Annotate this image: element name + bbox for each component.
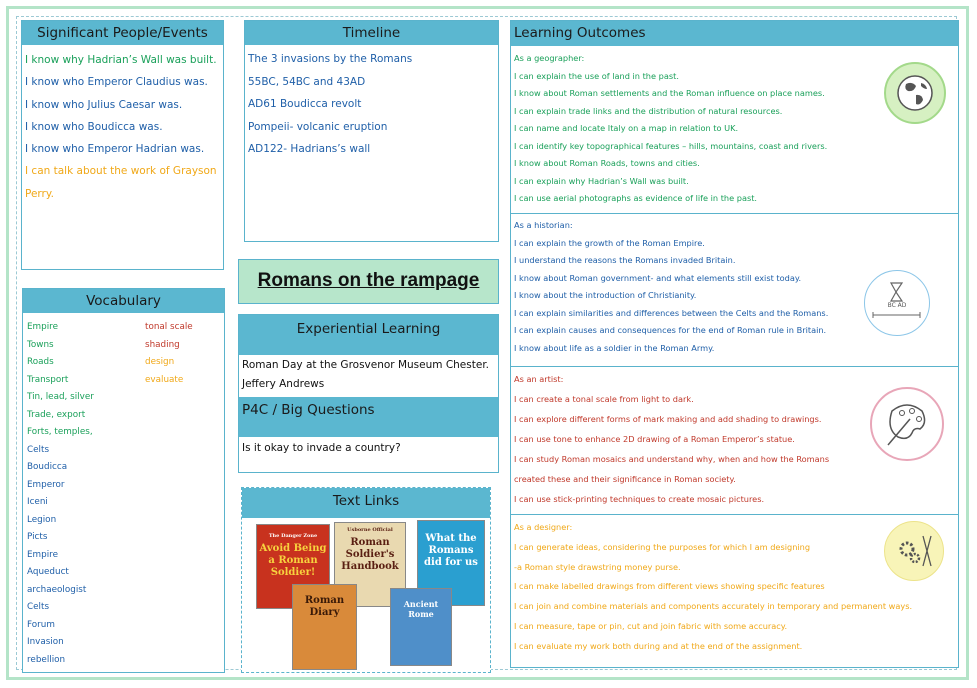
designer-outcome-item: I can join and combine materials and components accurately in temporary and permanent ways. bbox=[514, 601, 913, 612]
vocabulary-word: Roads bbox=[27, 357, 54, 367]
artist-outcome-item: I can study Roman mosaics and understand why, when and how the Romans bbox=[514, 454, 830, 464]
vocabulary-word: Picts bbox=[27, 532, 48, 542]
vocabulary-word: Invasion bbox=[27, 637, 64, 647]
historian-outcome-item: I understand the reasons the Romans invaded Britain. bbox=[514, 255, 736, 265]
vocabulary-word: Celts bbox=[27, 602, 50, 612]
p4c-question: Is it okay to invade a country? bbox=[242, 442, 401, 454]
globe-icon bbox=[884, 62, 946, 124]
artist-outcome-item: I can explore different forms of mark making and add shading to drawings. bbox=[514, 414, 822, 424]
significant-item: I know who Emperor Claudius was. bbox=[25, 76, 208, 89]
timeline-item: 55BC, 54BC and 43AD bbox=[248, 75, 366, 88]
significant-item: I know who Boudicca was. bbox=[25, 120, 163, 133]
experiential-panel bbox=[238, 314, 499, 473]
designer-outcome-item: I can measure, tape or pin, cut and join fabric with some accuracy. bbox=[514, 620, 788, 631]
vocabulary-word: Celts bbox=[27, 444, 50, 455]
palette-icon bbox=[870, 387, 944, 461]
vocabulary-word: rebellion bbox=[27, 654, 66, 665]
geographer-outcome-item: I can use aerial photographs as evidence of life in the past. bbox=[514, 193, 758, 203]
geographer-outcome-item: I can explain the use of land in the past. bbox=[514, 70, 679, 81]
geographer-outcome-item: I know about Roman settlements and the Roman influence on place names. bbox=[514, 88, 825, 98]
significant-item: I know who Emperor Hadrian was. bbox=[25, 143, 205, 156]
vocabulary-word: Emperor bbox=[27, 479, 65, 490]
vocabulary-word: Forts, temples, bbox=[27, 427, 93, 437]
artist-heading: As an artist: bbox=[514, 374, 564, 384]
experiential-title: Experiential Learning bbox=[239, 315, 498, 355]
experiential-line-2: Jeffery Andrews bbox=[242, 378, 325, 390]
vocabulary-word: Towns bbox=[27, 339, 54, 350]
significant-item: Perry. bbox=[25, 187, 54, 200]
significant-item: I can talk about the work of Grayson bbox=[25, 165, 217, 178]
historian-heading: As a historian: bbox=[514, 220, 573, 230]
vocabulary-panel bbox=[22, 288, 225, 673]
significant-item: I know who Julius Caesar was. bbox=[25, 98, 183, 111]
timeline-list bbox=[245, 45, 498, 161]
historian-outcome-item: I can explain causes and consequences for the end of Roman rule in Britain. bbox=[514, 325, 827, 335]
vocabulary-word: Legion bbox=[27, 514, 57, 525]
book-roman-diary[interactable]: Roman Diary bbox=[292, 584, 357, 670]
book-avoid-being-roman-soldier[interactable]: The Danger Zone Avoid Being a Roman Soldier! bbox=[256, 524, 330, 609]
vocabulary-word: Forum bbox=[27, 619, 55, 630]
historian-outcome-item: I know about Roman government- and what elements still exist today. bbox=[514, 272, 802, 283]
designer-outcome-item: I can generate ideas, considering the purposes for which I am designing bbox=[514, 541, 811, 552]
vocabulary-word: Boudicca bbox=[27, 462, 68, 472]
geographer-outcome-item: I can name and locate Italy on a map in relation to UK. bbox=[514, 123, 739, 133]
p4c-title bbox=[239, 397, 498, 437]
topic-title: Romans on the rampage bbox=[257, 270, 480, 291]
vocabulary-word: evaluate bbox=[145, 374, 184, 385]
designer-heading: As a designer: bbox=[514, 522, 573, 532]
geographer-outcome-item: I know about Roman Roads, towns and cities. bbox=[514, 158, 700, 168]
book-ancient-rome[interactable]: Ancient Rome bbox=[390, 588, 452, 666]
vocabulary-column-1 bbox=[27, 319, 94, 669]
vocabulary-title: Vocabulary bbox=[23, 289, 224, 313]
timeline-item: AD61 Boudicca revolt bbox=[248, 98, 362, 110]
historian-outcome-item: I know about the introduction of Christianity. bbox=[514, 290, 697, 300]
vocabulary-word: design bbox=[145, 357, 175, 367]
vocabulary-column-2 bbox=[145, 319, 193, 389]
vocabulary-word: shading bbox=[145, 339, 180, 350]
significant-people-title: Significant People/Events bbox=[22, 21, 223, 45]
historian-outcome-item: I can explain the growth of the Roman Empire. bbox=[514, 237, 705, 248]
vocabulary-word: Trade, export bbox=[27, 409, 86, 420]
historian-section bbox=[511, 213, 958, 367]
geographer-section bbox=[511, 46, 958, 213]
text-links-panel bbox=[241, 487, 491, 673]
timeline-item: Pompeii- volcanic eruption bbox=[248, 120, 388, 133]
significant-people-list bbox=[22, 45, 223, 205]
topic-title-box bbox=[238, 259, 499, 304]
p4c-title-text: P4C / Big Questions bbox=[242, 402, 375, 418]
significant-item: I know why Hadrian’s Wall was built. bbox=[25, 54, 217, 66]
timeline-item: AD122- Hadrians’s wall bbox=[248, 143, 371, 155]
designer-outcome-item: I can evaluate my work both during and at the end of the assignment. bbox=[514, 640, 803, 651]
learning-outcomes-title: Learning Outcomes bbox=[511, 21, 958, 46]
artist-outcome-item: I can create a tonal scale from light to dark. bbox=[514, 394, 694, 404]
text-links-title: Text Links bbox=[242, 488, 490, 518]
book-roman-soldiers-handbook[interactable]: Usborne Official Roman Soldier's Handbook bbox=[334, 522, 406, 607]
experiential-line-1: Roman Day at the Grosvenor Museum Chester. bbox=[242, 359, 490, 371]
artist-section bbox=[511, 366, 958, 515]
timeline-title: Timeline bbox=[245, 21, 498, 45]
designer-outcome-item: -a Roman style drawstring money purse. bbox=[514, 561, 681, 572]
vocabulary-word: Empire bbox=[27, 322, 58, 332]
geographer-heading: As a geographer: bbox=[514, 53, 585, 63]
vocabulary-word: archaeologist bbox=[27, 584, 87, 595]
learning-outcomes-panel bbox=[510, 20, 959, 668]
historian-outcome-item: I know about life as a soldier in the Roman Army. bbox=[514, 342, 715, 353]
vocabulary-word: Tin, lead, silver bbox=[27, 392, 94, 402]
bc-ad-label: BC AD bbox=[887, 302, 907, 309]
artist-outcome-item: I can use stick-printing techniques to create mosaic pictures. bbox=[514, 494, 765, 504]
artist-outcome-item: I can use tone to enhance 2D drawing of a Roman Emperor’s statue. bbox=[514, 434, 795, 444]
vocabulary-word: Transport bbox=[27, 374, 69, 385]
vocabulary-word: Aqueduct bbox=[27, 567, 69, 577]
geographer-outcome-item: I can explain trade links and the distribution of natural resources. bbox=[514, 105, 783, 116]
vocabulary-word: Iceni bbox=[27, 497, 48, 507]
book-what-the-romans-did-for-us[interactable]: What the Romans did for us bbox=[417, 520, 485, 606]
historian-outcome-item: I can explain similarities and differences between the Celts and the Romans. bbox=[514, 307, 829, 318]
vocabulary-word: tonal scale bbox=[145, 322, 193, 332]
artist-outcome-item: created these and their significance in Roman society. bbox=[514, 474, 736, 484]
hourglass-timeline-icon bbox=[864, 270, 930, 336]
significant-people-panel bbox=[21, 20, 224, 270]
geographer-outcome-item: I can explain why Hadrian’s Wall was built. bbox=[514, 175, 689, 186]
geographer-outcome-item: I can identify key topographical features – hills, mountains, coast and rivers. bbox=[514, 140, 828, 151]
timeline-panel bbox=[244, 20, 499, 242]
designer-outcome-item: I can make labelled drawings from different views showing specific features bbox=[514, 581, 825, 592]
timeline-item: The 3 invasions by the Romans bbox=[248, 53, 413, 65]
gears-scissors-icon bbox=[884, 521, 944, 581]
designer-section bbox=[511, 514, 958, 669]
vocabulary-word: Empire bbox=[27, 549, 58, 560]
